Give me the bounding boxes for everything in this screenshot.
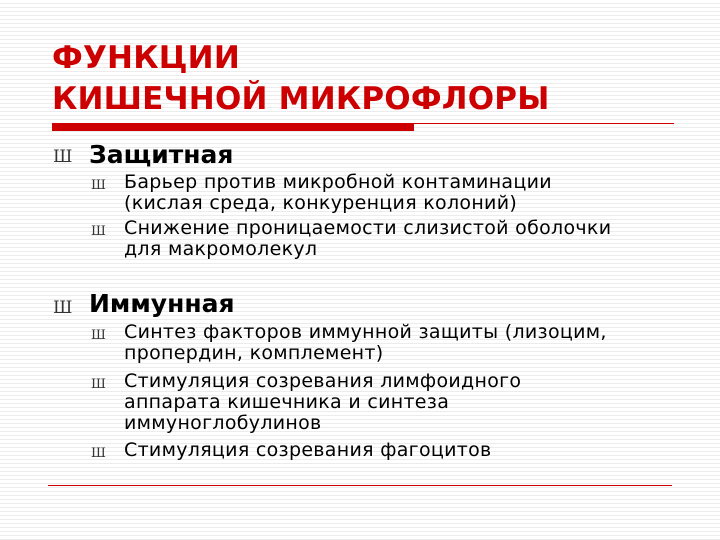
title-underline-rule <box>52 123 674 124</box>
list-item-line: Барьер против микробной контаминации <box>124 171 552 193</box>
item-bullet-icon: Ш <box>91 224 106 239</box>
item-bullet-icon: Ш <box>91 178 106 193</box>
title-underline-bar <box>52 123 414 131</box>
item-bullet-icon: Ш <box>91 328 106 343</box>
section-bullet-icon: Ш <box>53 298 73 318</box>
slide-title-line-2: КИШЕЧНОЙ МИКРОФЛОРЫ <box>52 81 550 117</box>
list-item-line: Стимуляция созревания фагоцитов <box>124 439 492 461</box>
list-item <box>124 440 684 461</box>
footer-rule <box>48 485 672 486</box>
list-item-line: пропердин, комплемент) <box>124 342 384 364</box>
list-item <box>124 371 684 434</box>
item-bullet-icon: Ш <box>91 377 106 392</box>
list-item-line: Синтез факторов иммунной защиты (лизоцим, <box>124 321 607 343</box>
list-item-line: иммуноглобулинов <box>124 412 322 434</box>
section-heading-protective: Защитная <box>89 140 234 169</box>
slide-title <box>52 38 550 120</box>
list-item <box>124 322 684 364</box>
item-bullet-icon: Ш <box>91 446 106 461</box>
list-item-line: Стимуляция созревания лимфоидного <box>124 370 522 392</box>
section-heading-immune: Иммунная <box>89 289 235 318</box>
list-item <box>124 172 684 214</box>
list-item-line: для макромолекул <box>124 238 318 260</box>
list-item <box>124 218 684 260</box>
slide-title-line-1: ФУНКЦИИ <box>52 40 240 76</box>
list-item-line: (кислая среда, конкуренция колоний) <box>124 192 518 214</box>
list-item-line: Снижение проницаемости слизистой оболочки <box>124 217 612 239</box>
section-bullet-icon: Ш <box>53 147 73 167</box>
list-item-line: аппарата кишечника и синтеза <box>124 391 450 413</box>
